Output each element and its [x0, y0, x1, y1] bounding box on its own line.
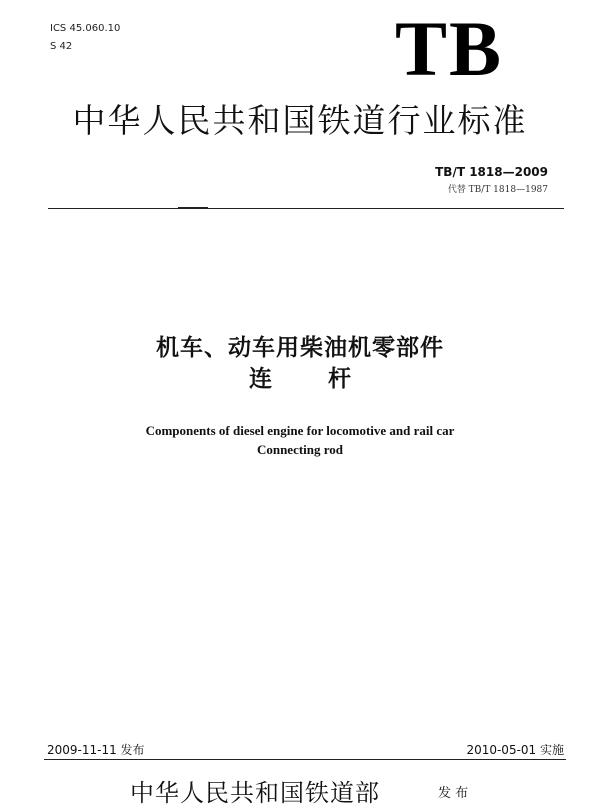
- standard-number: TB/T 1818—2009: [435, 165, 548, 179]
- ics-code: ICS 45.060.10: [50, 23, 121, 34]
- document-title-cn: 机车、动车用柴油机零部件: [156, 335, 444, 361]
- ccs-code: S 42: [50, 41, 73, 52]
- header-divider: [48, 208, 564, 209]
- document-title-en: Components of diesel engine for locomotive and rail car: [145, 423, 455, 438]
- footer-divider: [44, 759, 566, 760]
- implementation-date: 2010-05-01 实施: [466, 743, 564, 757]
- issue-date: 2009-11-11 发布: [47, 743, 145, 757]
- document-subtitle-cn: 连 杆: [248, 366, 351, 392]
- replaces-standard: 代替 TB/T 1818—1987: [447, 185, 548, 195]
- issuing-authority-suffix: 发 布: [438, 786, 469, 801]
- tb-logo: TB: [395, 5, 504, 92]
- issuing-authority: 中华人民共和国铁道部: [130, 779, 380, 807]
- header-divider-mark: [178, 207, 208, 209]
- document-subtitle-en: Connecting rod: [256, 442, 344, 457]
- standard-org-title: 中华人民共和国铁道行业标准: [72, 101, 528, 140]
